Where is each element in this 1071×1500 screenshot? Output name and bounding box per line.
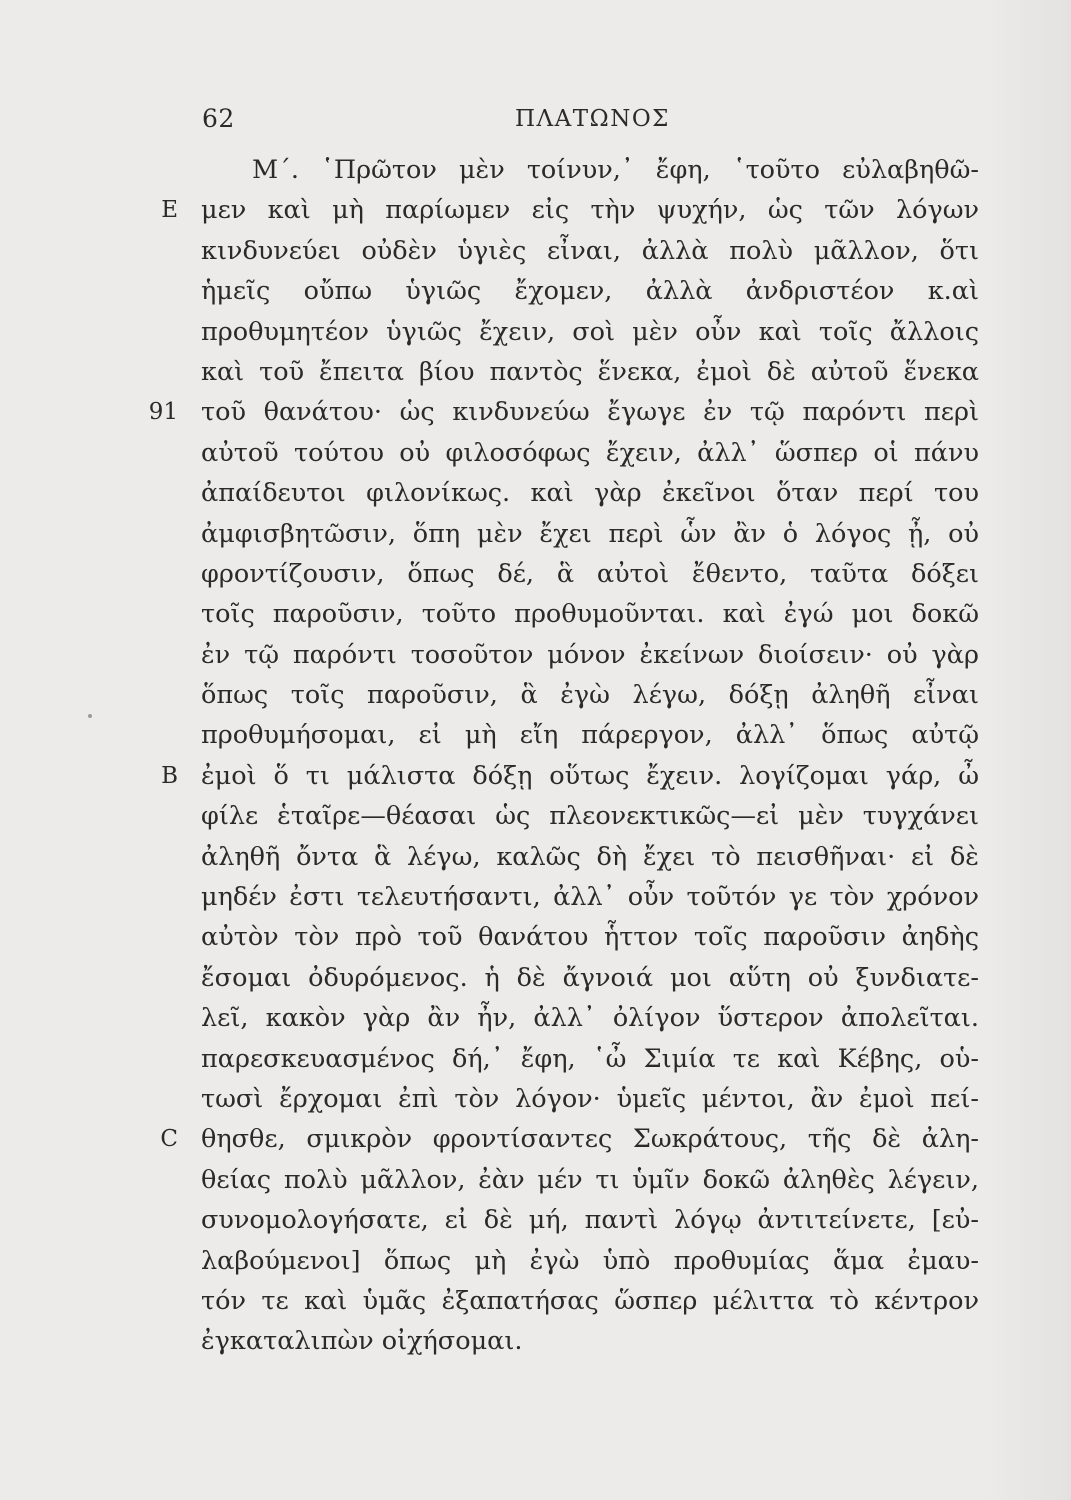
line-text: Μ΄. ῾Πρῶτον μὲν τοίνυν,᾽ ἔφη, ῾τοῦτο εὐλαβηθῶ-	[252, 155, 979, 185]
text-line	[0, 715, 1071, 755]
text-line	[0, 514, 1071, 554]
line-text: ἀπαίδευτοι φιλονίκως. καὶ γὰρ ἐκεῖνοι ὅταν περί του	[201, 478, 979, 509]
line-text: λεῖ, κακὸν γὰρ ἂν ἦν, ἀλλ᾽ ὀλίγον ὕστερον ἀπολεῖται.	[201, 1003, 979, 1034]
line-text: τοῖς παροῦσιν, τοῦτο προθυμοῦνται. καὶ ἐγώ μοι δοκῶ	[201, 599, 979, 630]
line-text: τόν τε καὶ ὑμᾶς ἐξαπατήσας ὥσπερ μέλιττα τὸ κέντρον	[201, 1285, 979, 1316]
line-text: ἀληθῆ ὄντα ἃ λέγω, καλῶς δὴ ἔχει τὸ πεισθῆναι· εἰ δὲ	[201, 841, 979, 872]
text-line	[0, 433, 1071, 473]
line-text: ἐν τῷ παρόντι τοσοῦτον μόνον ἐκείνων διοίσειν· οὐ γὰρ	[201, 639, 979, 670]
line-text: συνομολογήσατε, εἰ δὲ μή, παντὶ λόγῳ ἀντιτείνετε, [εὐ-	[201, 1205, 979, 1236]
line-text: αὐτοῦ τούτου οὐ φιλοσόφως ἔχειν, ἀλλ᾽ ὥσπερ οἱ πάνυ	[201, 437, 979, 468]
text-line	[0, 1321, 1071, 1361]
text-line	[0, 594, 1071, 634]
page-header	[0, 104, 1071, 144]
line-text: λαβούμενοι] ὅπως μὴ ἐγὼ ὑπὸ προθυμίας ἅμα ἐμαυ-	[201, 1245, 979, 1276]
line-text: ἐγκαταλιπὼν οἰχήσομαι.	[201, 1326, 523, 1357]
line-text: μηδέν ἐστι τελευτήσαντι, ἀλλ᾽ οὖν τοῦτόν γε τὸν χρόνον	[201, 882, 979, 913]
line-text: προθυμήσομαι, εἰ μὴ εἴη πάρεργον, ἀλλ᾽ ὅπως αὐτῷ	[201, 720, 979, 751]
stephanus-marker: B	[161, 762, 178, 789]
greek-text-body	[0, 150, 1071, 1362]
text-line	[0, 190, 1071, 230]
line-text: φροντίζουσιν, ὅπως δέ, ἃ αὐτοὶ ἔθεντο, ταῦτα δόξει	[201, 558, 979, 589]
text-line	[0, 756, 1071, 796]
line-text: ἡμεῖς οὔπω ὑγιῶς ἔχομεν, ἀλλὰ ἀνδριστέον κ.αὶ	[201, 276, 979, 307]
line-text: ἐμοὶ ὅ τι μάλιστα δόξῃ οὕτως ἔχειν. λογίζομαι γάρ, ὦ	[201, 760, 979, 791]
text-line	[0, 796, 1071, 836]
text-line	[0, 998, 1071, 1038]
text-line	[0, 1160, 1071, 1200]
text-line	[0, 1200, 1071, 1240]
text-line	[0, 1079, 1071, 1119]
line-text: φίλε ἑταῖρε—θέασαι ὡς πλεονεκτικῶς—εἰ μὲν τυγχάνει	[201, 801, 979, 832]
line-text: κινδυνεύει οὐδὲν ὑγιὲς εἶναι, ἀλλὰ πολὺ μᾶλλον, ὅτι	[201, 235, 979, 266]
line-text: παρεσκευασμένος δή,᾽ ἔφη, ῾ὦ Σιμία τε καὶ Κέβης, οὑ-	[201, 1043, 979, 1074]
line-text: καὶ τοῦ ἔπειτα βίου παντὸς ἕνεκα, ἐμοὶ δὲ αὐτοῦ ἕνεκα	[201, 356, 979, 387]
text-line	[0, 1241, 1071, 1281]
line-text: τωσὶ ἔρχομαι ἐπὶ τὸν λόγον· ὑμεῖς μέντοι, ἂν ἐμοὶ πεί-	[201, 1083, 979, 1114]
text-line	[0, 312, 1071, 352]
text-line	[0, 1119, 1071, 1159]
page-number: 62	[202, 104, 235, 133]
stephanus-marker: 91	[148, 399, 178, 426]
text-line	[0, 958, 1071, 998]
line-text: προθυμητέον ὑγιῶς ἔχειν, σοὶ μὲν οὖν καὶ τοῖς ἄλλοις	[201, 316, 979, 347]
running-title: ΠΛΑΤΩΝΟΣ	[515, 106, 670, 132]
line-text: μεν καὶ μὴ παρίωμεν εἰς τὴν ψυχήν, ὡς τῶν λόγων	[201, 195, 979, 226]
line-text: ἀμφισβητῶσιν, ὅπη μὲν ἔχει περὶ ὧν ἂν ὁ λόγος ᾖ, οὐ	[201, 518, 979, 549]
stephanus-marker: C	[160, 1126, 178, 1153]
text-line	[0, 1039, 1071, 1079]
text-line	[0, 917, 1071, 957]
line-text: θησθε, σμικρὸν φροντίσαντες Σωκράτους, τῆς δὲ ἀλη-	[201, 1124, 979, 1155]
text-line	[0, 877, 1071, 917]
text-line	[0, 1281, 1071, 1321]
text-line	[0, 271, 1071, 311]
line-text: τοῦ θανάτου· ὡς κινδυνεύω ἔγωγε ἐν τῷ παρόντι περὶ	[201, 397, 979, 428]
line-text: ὅπως τοῖς παροῦσιν, ἃ ἐγὼ λέγω, δόξῃ ἀληθῆ εἶναι	[201, 680, 979, 711]
text-line	[0, 675, 1071, 715]
line-text: ἔσομαι ὀδυρόμενος. ἡ δὲ ἄγνοιά μοι αὕτη οὐ ξυνδιατε-	[201, 962, 979, 993]
text-line	[0, 392, 1071, 432]
line-text: θείας πολὺ μᾶλλον, ἐὰν μέν τι ὑμῖν δοκῶ ἀληθὲς λέγειν,	[201, 1164, 979, 1195]
text-line	[0, 837, 1071, 877]
text-line	[0, 635, 1071, 675]
text-line	[0, 473, 1071, 513]
text-line	[0, 231, 1071, 271]
text-line	[0, 150, 1071, 190]
text-line	[0, 352, 1071, 392]
stephanus-marker: E	[161, 197, 178, 224]
text-line	[0, 554, 1071, 594]
line-text: αὐτὸν τὸν πρὸ τοῦ θανάτου ἧττον τοῖς παροῦσιν ἀηδὴς	[201, 922, 979, 953]
